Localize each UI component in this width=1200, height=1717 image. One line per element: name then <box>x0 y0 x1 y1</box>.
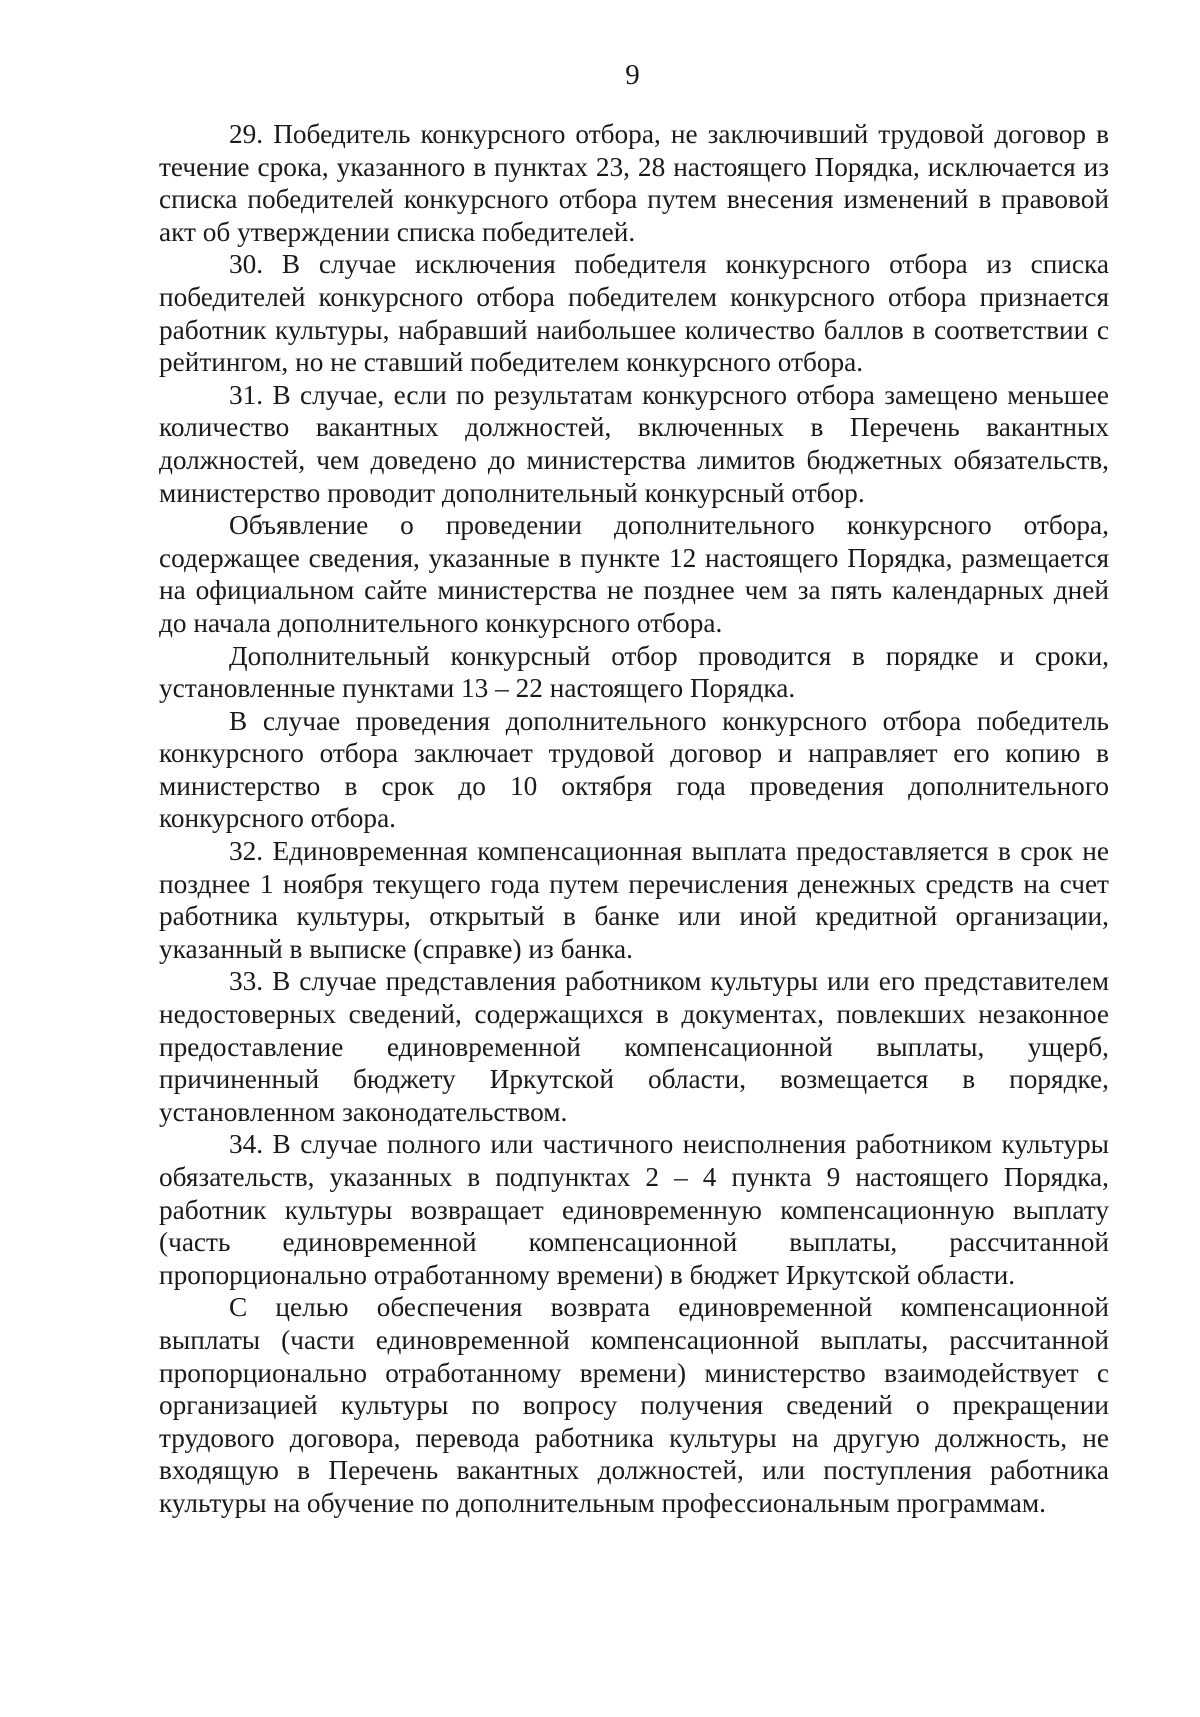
paragraph-34-return: С целью обеспечения возврата единовременной компенсационной выплаты (части единовременной компенсационной выплаты, рассчитанной пропорционально отработанному времени) министерство взаимодействует с организацией культуры по вопросу получения сведений о прекращении трудового договора, перевода работника культуры на другую должность, не входящую в Перечень вакантных должностей, или поступления работника культуры на обучение по дополнительным профессиональным программам. <box>159 1292 1109 1518</box>
paragraph-32: 32. Единовременная компенсационная выплата предоставляется в срок не позднее 1 ноября текущего года путем перечисления денежных средств на счет работника культуры, открытый в банке или иной кредитной организации, указанный в выписке (справке) из банка. <box>159 836 1109 964</box>
paragraph-34: 34. В случае полного или частичного неисполнения работником культуры обязательств, указанных в подпунктах 2 – 4 пункта 9 настоящего Порядка, работник культуры возвращает единовременную компенсационную выплату (часть единовременной компенсационной выплаты, рассчитанной пропорционально отработанному времени) в бюджет Иркутской области. <box>159 1129 1109 1290</box>
paragraph-31-contract: В случае проведения дополнительного конкурсного отбора победитель конкурсного отбора заключает трудовой договор и направляет его копию в министерство в срок до 10 октября года проведения дополнительного конкурсного отбора. <box>159 705 1109 834</box>
document-body <box>159 118 1109 1520</box>
paragraph-30: 30. В случае исключения победителя конкурсного отбора из списка победителей конкурсного отбора победителем конкурсного отбора признается работник культуры, набравший наибольшее количество баллов в соответствии с рейтингом, но не ставший победителем конкурсного отбора. <box>159 249 1109 378</box>
paragraph-33: 33. В случае представления работником культуры или его представителем недостоверных сведений, содержащихся в документах, повлекших незаконное предоставление единовременной компенсационной выплаты, ущерб, причиненный бюджету Иркутской области, возмещается в порядке, установленном законодательством. <box>159 966 1109 1127</box>
paragraph-31: 31. В случае, если по результатам конкурсного отбора замещено меньшее количество вакантных должностей, включенных в Перечень вакантных должностей, чем доведено до министерства лимитов бюджетных обязательств, министерство проводит дополнительный конкурсный отбор. <box>159 379 1109 508</box>
paragraph-31-procedure: Дополнительный конкурсный отбор проводится в порядке и сроки, установленные пунктами 13 – 22 настоящего Порядка. <box>159 640 1109 704</box>
paragraph-29: 29. Победитель конкурсного отбора, не заключивший трудовой договор в течение срока, указанного в пунктах 23, 28 настоящего Порядка, исключается из списка победителей конкурсного отбора путем внесения изменений в правовой акт об утверждении списка победителей. <box>159 119 1109 247</box>
paragraph-31-announcement: Объявление о проведении дополнительного конкурсного отбора, содержащее сведения, указанные в пункте 12 настоящего Порядка, размещается на официальном сайте министерства не позднее чем за пять календарных дней до начала дополнительного конкурсного отбора. <box>159 510 1109 638</box>
page-number: 9 <box>625 59 640 91</box>
